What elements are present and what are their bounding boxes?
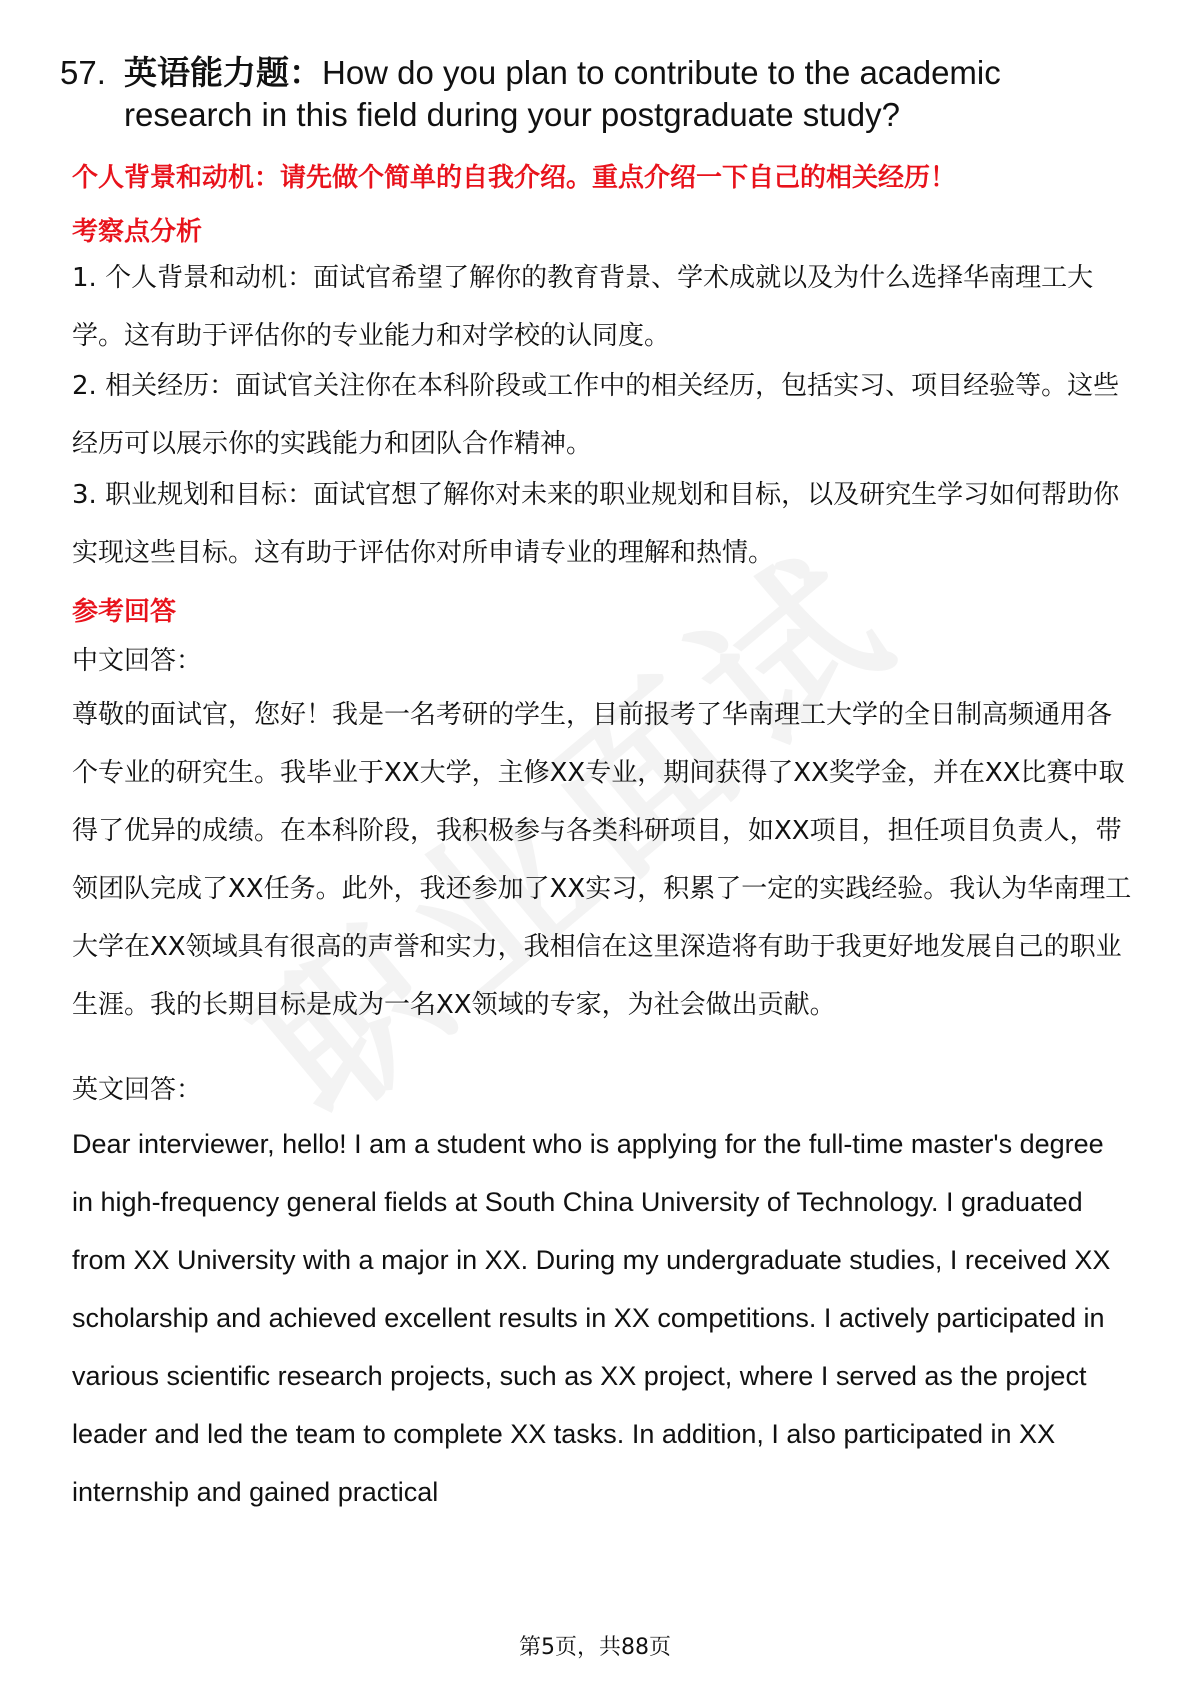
question-number: 57. <box>60 54 106 91</box>
analysis-point-1: 1. 个人背景和动机：面试官希望了解你的教育背景、学术成就以及为什么选择华南理工大学。这有助于评估你的专业能力和对学校的认同度。 <box>72 263 1094 351</box>
question-text-line2: research in this field during your postgraduate study? <box>124 96 900 133</box>
reference-heading: 参考回答 <box>72 597 177 627</box>
analysis-heading: 考察点分析 <box>72 217 203 247</box>
analysis-point-2: 2. 相关经历：面试官关注你在本科阶段或工作中的相关经历，包括实习、项目经验等。这些经历可以展示你的实践能力和团队合作精神。 <box>72 371 1120 459</box>
english-answer-text: Dear interviewer, hello! I am a student who is applying for the full-time master's degree in high-frequency general fields at South China University of Technology. I graduated from XX University with a major in XX. During my undergraduate studies, I received XX scholarship and achieved excellent results in XX competitions. I actively participated in various scientific research projects, such as XX project, where I served as the project leader and led the team to complete XX tasks. In addition, I also participated in XX internship and gained practical <box>72 1129 1111 1507</box>
section-heading-background: 个人背景和动机：请先做个简单的自我介绍。重点介绍一下自己的相关经历！ <box>72 163 957 193</box>
question-tag: 英语能力题： <box>124 53 322 92</box>
chinese-answer-label: 中文回答： <box>72 646 203 676</box>
question-text-line1: How do you plan to contribute to the academic <box>322 54 1001 91</box>
page-footer: 第5页，共88页 <box>519 1635 671 1660</box>
analysis-point-3: 3. 职业规划和目标：面试官想了解你对未来的职业规划和目标，以及研究生学习如何帮助你实现这些目标。这有助于评估你对所申请专业的理解和热情。 <box>72 480 1120 568</box>
english-answer-label: 英文回答： <box>72 1075 203 1105</box>
chinese-answer-text: 尊敬的面试官，您好！我是一名考研的学生，目前报考了华南理工大学的全日制高频通用各个专业的研究生。我毕业于XX大学，主修XX专业，期间获得了XX奖学金，并在XX比赛中取得了优异的成绩。在本科阶段，我积极参与各类科研项目，如XX项目，担任项目负责人，带领团队完成了XX任务。此外，我还参加了XX实习，积累了一定的实践经验。我认为华南理工大学在XX领域具有很高的声誉和实力，我相信在这里深造将有助于我更好地发展自己的职业生涯。我的长期目标是成为一名XX领域的专家，为社会做出贡献。 <box>72 700 1132 1020</box>
question-title <box>60 52 1120 136</box>
